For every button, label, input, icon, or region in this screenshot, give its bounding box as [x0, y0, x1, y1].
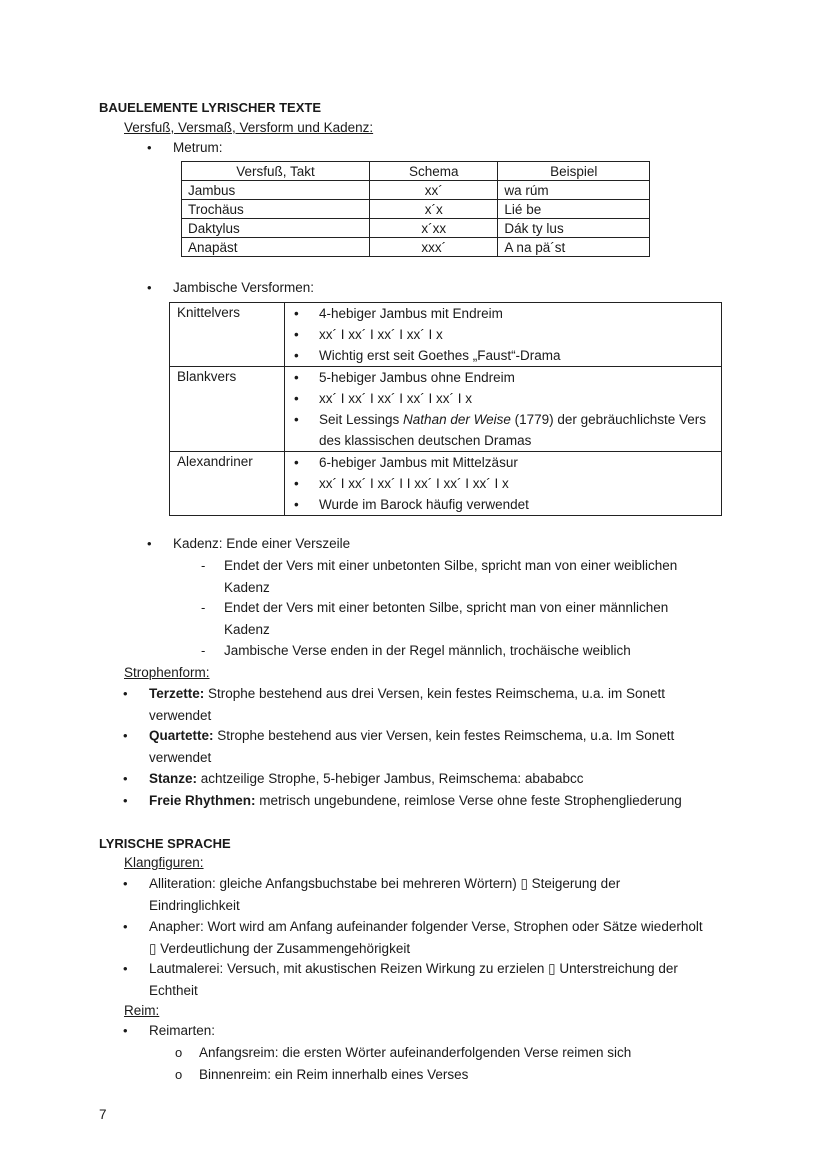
dash-icon: - — [201, 558, 206, 573]
table-cell: wa rúm — [498, 181, 650, 200]
table-cell: Daktylus — [182, 219, 370, 238]
list-item: • xx´ I xx´ I xx´ I xx´ I xx´ I x — [285, 388, 721, 409]
subheading-strophenform: Strophenform: — [124, 665, 210, 680]
table-cell: A na pä´st — [498, 238, 650, 257]
heading-lyrische-sprache: LYRISCHE SPRACHE — [99, 836, 231, 851]
subheading-klangfiguren: Klangfiguren: — [124, 855, 204, 870]
table-header: Versfuß, Takt — [182, 162, 370, 181]
bullet-icon: • — [123, 793, 128, 808]
kadenz-item: Endet der Vers mit einer unbetonten Silbe, spricht man von einer weiblichen Kadenz — [224, 558, 678, 595]
strophe-term: Terzette: — [149, 686, 205, 701]
table-header: Beispiel — [498, 162, 650, 181]
bullet-icon: • — [123, 771, 128, 786]
jamb-label: Jambische Versformen: — [173, 280, 315, 295]
strophe-desc: Strophe bestehend aus vier Versen, kein festes Reimschema, u.a. Im Sonett verwendet — [149, 728, 675, 765]
strophe-desc: Strophe bestehend aus drei Versen, kein festes Reimschema, u.a. im Sonett verwendet — [149, 686, 666, 723]
strophe-term: Freie Rhythmen: — [149, 793, 256, 808]
kadenz-item: Jambische Verse enden in der Regel männlich, trochäische weiblich — [224, 643, 631, 658]
table-cell: x´x — [370, 200, 498, 219]
text-run: (1779) der gebräuchlichste Vers des klassischen deutschen Dramas — [319, 412, 706, 448]
versform-name: Blankvers — [170, 367, 285, 452]
list-item: • 6-hebiger Jambus mit Mittelzäsur — [285, 452, 721, 473]
strophe-desc: achtzeilige Strophe, 5-hebiger Jambus, Reimschema: abababcc — [197, 771, 584, 786]
versformen-table — [169, 302, 722, 516]
list-item: • xx´ I xx´ I xx´ I xx´ I x — [285, 324, 721, 345]
circle-bullet-icon: o — [175, 1067, 183, 1082]
strophe-item — [149, 683, 709, 727]
table-row — [170, 452, 722, 516]
table-cell: Lié be — [498, 200, 650, 219]
table-row — [170, 367, 722, 452]
list-item: • xx´ I xx´ I xx´ I I xx´ I xx´ I xx´ I x — [285, 473, 721, 494]
work-title: Nathan der Weise — [403, 412, 511, 427]
list-item: • Wurde im Barock häufig verwendet — [285, 494, 721, 515]
table-row — [182, 219, 650, 238]
strophe-item — [149, 793, 682, 808]
strophe-term: Stanze: — [149, 771, 198, 786]
table-cell: Jambus — [182, 181, 370, 200]
klang-item: Anapher: Wort wird am Anfang aufeinander folgender Verse, Strophen oder Sätze wiederholt ▯ Verdeutlichung der Zusammengehörigkeit — [149, 919, 703, 956]
table-cell: Trochäus — [182, 200, 370, 219]
bullet-icon: • — [147, 280, 152, 295]
dash-icon: - — [201, 600, 206, 615]
reimarten-label: Reimarten: — [149, 1023, 216, 1038]
bullet-icon: • — [123, 728, 128, 743]
kadenz-label: Kadenz: Ende einer Verszeile — [173, 536, 351, 551]
table-header-row — [182, 162, 650, 181]
list-item: • Wichtig erst seit Goethes „Faust“-Drama — [285, 345, 721, 366]
klang-item: Lautmalerei: Versuch, mit akustischen Reizen Wirkung zu erzielen ▯ Unterstreichung der Echtheit — [149, 961, 678, 998]
table-cell: Anapäst — [182, 238, 370, 257]
bullet-icon: • — [123, 1023, 128, 1038]
table-cell: xxx´ — [370, 238, 498, 257]
circle-bullet-icon: o — [175, 1045, 183, 1060]
text-run: Seit Lessings — [319, 412, 404, 427]
strophe-desc: metrisch ungebundene, reimlose Verse ohne feste Strophengliederung — [255, 793, 682, 808]
table-cell: x´xx — [370, 219, 498, 238]
subheading-versfuss: Versfuß, Versmaß, Versform und Kadenz: — [124, 120, 374, 135]
metrum-label: Metrum: — [173, 140, 223, 155]
kadenz-item: Endet der Vers mit einer betonten Silbe, spricht man von einer männlichen Kadenz — [224, 600, 669, 637]
strophe-item — [149, 725, 709, 769]
page-number: 7 — [99, 1107, 107, 1122]
bullet-icon: • — [123, 961, 128, 976]
table-cell: xx´ — [370, 181, 498, 200]
table-header: Schema — [370, 162, 498, 181]
klang-item: Alliteration: gleiche Anfangsbuchstabe bei mehreren Wörtern) ▯ Steigerung der Eindringlichkeit — [149, 876, 621, 913]
dash-icon: - — [201, 643, 206, 658]
table-row — [170, 303, 722, 367]
bullet-icon: • — [147, 536, 152, 551]
list-item: • 5-hebiger Jambus ohne Endreim — [285, 367, 721, 388]
versform-name: Alexandriner — [170, 452, 285, 516]
reimart-item: Anfangsreim: die ersten Wörter aufeinanderfolgenden Verse reimen sich — [199, 1045, 632, 1060]
metrum-table — [181, 161, 650, 257]
versform-details — [285, 303, 722, 367]
bullet-icon: • — [123, 876, 128, 891]
table-cell: Dák ty lus — [498, 219, 650, 238]
heading-bauelemente: BAUELEMENTE LYRISCHER TEXTE — [99, 100, 321, 115]
subheading-reim: Reim: — [124, 1003, 160, 1018]
bullet-icon: • — [147, 140, 152, 155]
table-row — [182, 181, 650, 200]
bullet-icon: • — [123, 919, 128, 934]
list-item: • 4-hebiger Jambus mit Endreim — [285, 303, 721, 324]
table-row — [182, 200, 650, 219]
versform-details — [285, 452, 722, 516]
table-row — [182, 238, 650, 257]
list-item — [285, 409, 721, 451]
bullet-icon: • — [123, 686, 128, 701]
versform-details — [285, 367, 722, 452]
strophe-item — [149, 771, 583, 786]
strophe-term: Quartette: — [149, 728, 214, 743]
reimart-item: Binnenreim: ein Reim innerhalb eines Verses — [199, 1067, 469, 1082]
versform-name: Knittelvers — [170, 303, 285, 367]
